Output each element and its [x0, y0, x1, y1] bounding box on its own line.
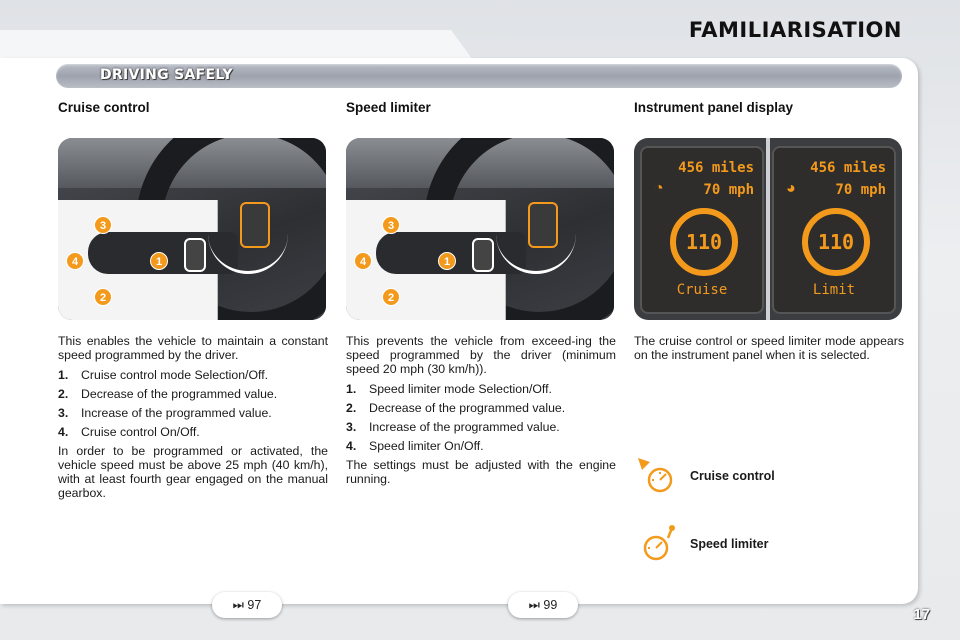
list-text: Increase of the programmed value. [81, 406, 272, 420]
settings-text: The settings must be adjusted with the engine running. [346, 458, 616, 486]
speed-limiter-stalk-photo [346, 138, 614, 320]
page-number: 17 [913, 606, 930, 623]
screen-divider [766, 138, 770, 320]
intro-text: This enables the vehicle to maintain a constant speed programmed by the driver. [58, 334, 328, 362]
page-ref-99[interactable] [508, 592, 578, 618]
mode-label: Cruise [676, 282, 728, 298]
list-number: 2. [346, 401, 357, 415]
list-text: Speed limiter mode Selection/Off. [369, 382, 552, 396]
legend-label: Speed limiter [690, 537, 769, 551]
badge-2: 2 [94, 288, 112, 306]
list-text: Cruise control mode Selection/Off. [81, 368, 269, 382]
badge-3: 3 [382, 216, 400, 234]
programmed-speed-readout: 70 mph [835, 182, 886, 198]
list-item [58, 425, 328, 439]
list-item [58, 387, 328, 401]
legend-cruise-control [636, 456, 775, 496]
list-text: Cruise control On/Off. [81, 425, 200, 439]
list-number: 3. [346, 420, 357, 434]
badge-2: 2 [382, 288, 400, 306]
badge-3: 3 [94, 216, 112, 234]
speed-limiter-icon: ◕ [786, 180, 796, 197]
badge-1: 1 [438, 252, 456, 270]
list-number: 4. [58, 425, 69, 439]
list-item [58, 406, 328, 420]
list-number: 4. [346, 439, 357, 453]
stalk-thumbwheel [184, 238, 206, 272]
list-item [346, 439, 616, 453]
list-number: 1. [58, 368, 69, 382]
column-title: Cruise control [58, 100, 150, 115]
list-text: Decrease of the programmed value. [81, 387, 278, 401]
list-item [346, 420, 616, 434]
programmed-speed-readout: 70 mph [703, 182, 754, 198]
intro-text: The cruise control or speed limiter mode appears on the instrument panel when it is selected. [634, 334, 904, 362]
list-number: 1. [346, 382, 357, 396]
cruise-display-screen [640, 146, 764, 314]
list-item [58, 368, 328, 382]
page-ref-97[interactable] [212, 592, 282, 618]
legend-speed-limiter [636, 524, 769, 564]
speed-ring: 110 [670, 208, 738, 276]
intro-text: This prevents the vehicle from exceed-ing the speed programmed by the driver (minimum speed 20 mph (30 km/h)). [346, 334, 616, 376]
mode-label: Limit [812, 282, 856, 298]
speed-ring: 110 [802, 208, 870, 276]
speed-limiter-icon [636, 524, 680, 564]
column-cruise-control [58, 100, 328, 500]
badge-4: 4 [66, 252, 84, 270]
stalk-thumbwheel [472, 238, 494, 272]
odometer-readout: 456 miles [810, 160, 886, 176]
badge-4: 4 [354, 252, 372, 270]
condition-text: In order to be programmed or activated, the vehicle speed must be above 25 mph (40 km/h), with at least fourth gear engaged on the manual gearbox. [58, 444, 328, 500]
section-bar-label: DRIVING SAFELY [100, 67, 233, 83]
cruise-control-icon [636, 456, 680, 496]
list-text: Speed limiter On/Off. [369, 439, 484, 453]
limit-display-screen [772, 146, 896, 314]
fast-forward-icon: ⏭ [232, 598, 244, 612]
column-title: Speed limiter [346, 100, 431, 115]
list-item [346, 401, 616, 415]
page-ref-label: 97 [247, 598, 262, 612]
page-title: FAMILIARISATION [688, 18, 902, 42]
section-bar [56, 64, 902, 88]
list-number: 2. [58, 387, 69, 401]
odometer-readout: 456 miles [678, 160, 754, 176]
list-number: 3. [58, 406, 69, 420]
control-list [58, 368, 328, 439]
instrument-panel-photo [634, 138, 902, 320]
fast-forward-icon: ⏭ [528, 598, 540, 612]
badge-1: 1 [150, 252, 168, 270]
list-text: Decrease of the programmed value. [369, 401, 566, 415]
column-speed-limiter [346, 100, 616, 486]
control-list [346, 382, 616, 453]
column-instrument-panel [634, 100, 904, 362]
cruise-control-icon: ◔ [654, 180, 664, 197]
list-item [346, 382, 616, 396]
list-text: Increase of the programmed value. [369, 420, 560, 434]
legend-label: Cruise control [690, 469, 775, 483]
cruise-control-stalk-photo [58, 138, 326, 320]
page-ref-label: 99 [543, 598, 558, 612]
column-title: Instrument panel display [634, 100, 794, 115]
